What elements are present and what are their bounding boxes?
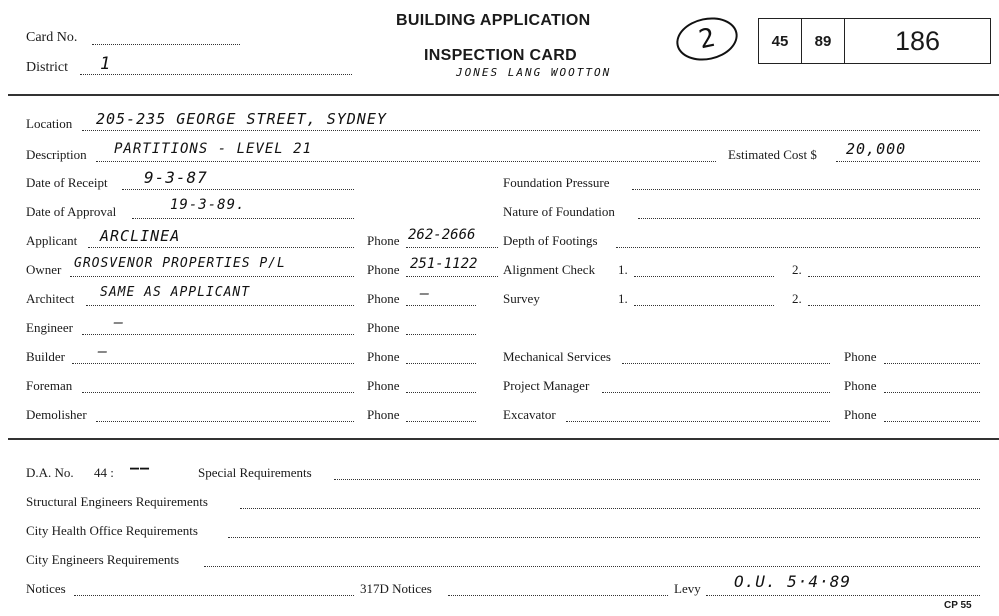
description-value: PARTITIONS - LEVEL 21 (114, 141, 313, 157)
excavator-phone-line (884, 421, 980, 422)
mechanical-line (622, 363, 830, 364)
special-label: Special Requirements (198, 465, 312, 480)
engineer-line (82, 334, 354, 335)
description-label: Description (26, 147, 87, 162)
health-label: City Health Office Requirements (26, 523, 198, 538)
applicant-phone-value: 262-2666 (408, 227, 476, 243)
applicant-phone-line (406, 247, 498, 248)
mechanical-phone-label: Phone (844, 349, 877, 364)
project-manager-line (602, 392, 830, 393)
survey-num1: 1. (618, 291, 628, 306)
location-line (82, 130, 980, 131)
project-manager-label: Project Manager (503, 378, 590, 393)
handwritten-note: JONES LANG WOOTTON (456, 66, 612, 79)
owner-value: GROSVENOR PROPERTIES P/L (74, 256, 286, 271)
demolisher-line (96, 421, 354, 422)
city-engineers-line (204, 566, 980, 567)
architect-value: SAME AS APPLICANT (100, 285, 251, 300)
foreman-phone-label: Phone (367, 378, 400, 393)
engineer-phone-line (406, 334, 476, 335)
top-rule (8, 94, 999, 96)
foreman-line (82, 392, 354, 393)
architect-phone-line (406, 305, 476, 306)
owner-label: Owner (26, 262, 62, 277)
engineer-phone-label: Phone (367, 320, 400, 335)
da-dash: —— (130, 459, 151, 477)
date-receipt-label: Date of Receipt (26, 175, 108, 190)
survey-line1 (634, 305, 774, 306)
architect-phone-label: Phone (367, 291, 400, 306)
applicant-label: Applicant (26, 233, 78, 248)
survey-num2: 2. (792, 291, 802, 306)
district-value: 1 (100, 54, 112, 74)
survey-label: Survey (503, 291, 540, 306)
builder-line (72, 363, 354, 364)
mechanical-phone-line (884, 363, 980, 364)
foreman-phone-line (406, 392, 476, 393)
form-code: CP 55 (944, 600, 972, 611)
alignment-line2 (808, 276, 980, 277)
levy-line (706, 595, 980, 596)
builder-value: — (98, 342, 109, 360)
builder-phone-label: Phone (367, 349, 400, 364)
project-manager-phone-line (884, 392, 980, 393)
health-line (228, 537, 980, 538)
owner-line (70, 276, 354, 277)
title-line2: INSPECTION CARD (424, 47, 577, 64)
architect-label: Architect (26, 291, 75, 306)
levy-label: Levy (674, 581, 701, 596)
owner-phone-value: 251-1122 (410, 256, 478, 272)
structural-line (240, 508, 980, 509)
levy-value: O.U. 5·4·89 (734, 572, 851, 591)
notices-label: Notices (26, 581, 66, 596)
applicant-line (88, 247, 354, 248)
da-no-label: D.A. No. (26, 465, 74, 480)
owner-phone-label: Phone (367, 262, 400, 277)
card-no-line (92, 44, 240, 45)
excavator-line (566, 421, 830, 422)
owner-phone-line (406, 276, 498, 277)
district-label: District (26, 60, 68, 75)
project-manager-phone-label: Phone (844, 378, 877, 393)
estimated-cost-line (836, 161, 980, 162)
box-left-text: 45 (771, 32, 789, 50)
nature-foundation-label: Nature of Foundation (503, 204, 615, 219)
alignment-num1: 1. (618, 262, 628, 277)
alignment-check-label: Alignment Check (503, 262, 596, 277)
box-right-text: 186 (894, 25, 941, 56)
excavator-label: Excavator (503, 407, 556, 422)
estimated-cost-value: 20,000 (846, 140, 907, 158)
foreman-label: Foreman (26, 378, 73, 393)
depth-footings-line (616, 247, 980, 248)
card-no-label: Card No. (26, 30, 78, 45)
applicant-phone-label: Phone (367, 233, 400, 248)
mechanical-label: Mechanical Services (503, 349, 611, 364)
architect-line (86, 305, 354, 306)
estimated-cost-label: Estimated Cost $ (728, 147, 817, 162)
alignment-num2: 2. (792, 262, 802, 277)
box-left (758, 18, 802, 64)
notices-317d-label: 317D Notices (360, 581, 432, 596)
date-receipt-line (122, 189, 354, 190)
box-mid (801, 18, 845, 64)
excavator-phone-label: Phone (844, 407, 877, 422)
applicant-value: ARCLINEA (100, 227, 181, 245)
title-line1: BUILDING APPLICATION (396, 12, 591, 29)
engineer-label: Engineer (26, 320, 73, 335)
survey-line2 (808, 305, 980, 306)
demolisher-label: Demolisher (26, 407, 87, 422)
architect-phone-value: — (420, 284, 431, 302)
box-mid-text: 89 (814, 32, 832, 50)
date-approval-value: 19-3-89. (170, 197, 246, 213)
city-engineers-label: City Engineers Requirements (26, 552, 180, 567)
foundation-pressure-line (632, 189, 980, 190)
demolisher-phone-label: Phone (367, 407, 400, 422)
date-receipt-value: 9-3-87 (144, 168, 208, 187)
description-line (96, 161, 716, 162)
demolisher-phone-line (406, 421, 476, 422)
mid-rule (8, 438, 999, 440)
structural-label: Structural Engineers Requirements (26, 494, 208, 509)
alignment-line1 (634, 276, 774, 277)
location-label: Location (26, 116, 73, 131)
notices-line (74, 595, 354, 596)
date-approval-line (132, 218, 354, 219)
foundation-pressure-label: Foundation Pressure (503, 175, 610, 190)
notices-317d-line (448, 595, 668, 596)
circled-number-text: 2 (696, 22, 718, 56)
location-value: 205-235 GEORGE STREET, SYDNEY (96, 110, 387, 128)
da-no-value: 44 : (94, 465, 114, 480)
district-line (80, 74, 352, 75)
special-line (334, 479, 980, 480)
circled-number (672, 12, 741, 66)
depth-footings-label: Depth of Footings (503, 233, 598, 248)
box-right (844, 18, 991, 64)
builder-label: Builder (26, 349, 65, 364)
builder-phone-line (406, 363, 476, 364)
engineer-value: — (114, 313, 125, 331)
nature-foundation-line (638, 218, 980, 219)
date-approval-label: Date of Approval (26, 204, 117, 219)
